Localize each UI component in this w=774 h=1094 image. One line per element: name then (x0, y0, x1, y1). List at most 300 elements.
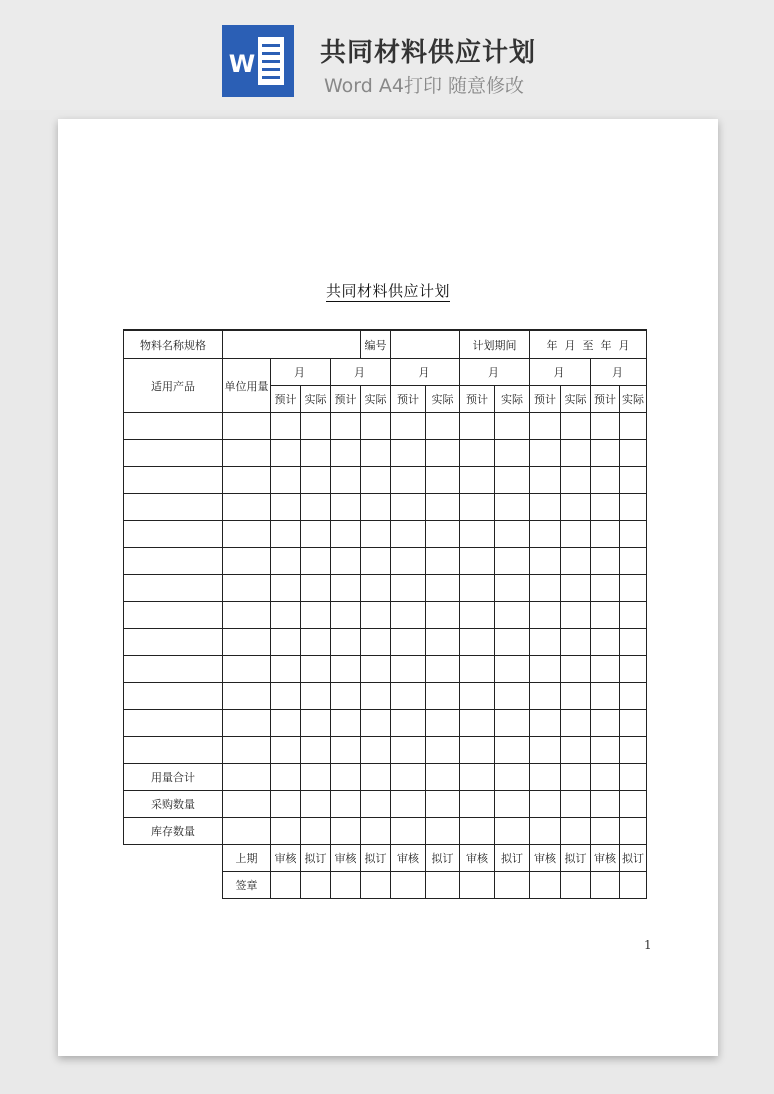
data-cell[interactable] (124, 440, 223, 467)
data-cell[interactable] (331, 467, 361, 494)
data-cell[interactable] (124, 602, 223, 629)
data-cell[interactable] (301, 548, 331, 575)
data-cell[interactable] (426, 818, 460, 845)
data-cell[interactable] (591, 791, 620, 818)
data-cell[interactable] (530, 413, 561, 440)
data-cell[interactable] (271, 791, 301, 818)
data-cell[interactable] (331, 494, 361, 521)
data-cell[interactable] (223, 737, 271, 764)
data-cell[interactable] (331, 629, 361, 656)
data-cell[interactable] (124, 737, 223, 764)
data-cell[interactable] (561, 710, 591, 737)
table-row (124, 440, 647, 467)
header-row-material (124, 330, 647, 359)
review-label: 审核 (391, 845, 426, 872)
data-cell[interactable] (301, 656, 331, 683)
page-number: 1 (644, 938, 652, 952)
data-cell[interactable] (561, 602, 591, 629)
data-cell[interactable] (361, 413, 391, 440)
data-cell[interactable] (223, 656, 271, 683)
plan-header: 预计 (460, 386, 495, 413)
data-cell[interactable] (223, 467, 271, 494)
data-cell[interactable] (361, 521, 391, 548)
data-cell[interactable] (331, 602, 361, 629)
blank-cell (124, 872, 223, 899)
data-cell[interactable] (391, 764, 426, 791)
data-cell[interactable] (361, 818, 391, 845)
review-label: 审核 (530, 845, 561, 872)
data-cell[interactable] (361, 656, 391, 683)
data-cell[interactable] (271, 602, 301, 629)
data-cell[interactable] (124, 656, 223, 683)
data-cell[interactable] (271, 521, 301, 548)
review-label: 审核 (331, 845, 361, 872)
plan-header: 预计 (530, 386, 561, 413)
document-title: 共同材料供应计划 (325, 282, 450, 300)
data-cell[interactable] (530, 818, 561, 845)
data-cell[interactable] (620, 656, 647, 683)
data-cell[interactable] (495, 494, 530, 521)
data-cell[interactable] (460, 791, 495, 818)
data-cell[interactable] (620, 764, 647, 791)
data-cell[interactable] (331, 818, 361, 845)
data-cell[interactable] (271, 629, 301, 656)
data-cell[interactable] (331, 710, 361, 737)
table-row (124, 602, 647, 629)
data-cell[interactable] (426, 575, 460, 602)
data-cell[interactable] (495, 710, 530, 737)
data-cell[interactable] (495, 548, 530, 575)
data-cell[interactable] (361, 548, 391, 575)
data-cell[interactable] (271, 683, 301, 710)
data-cell[interactable] (561, 548, 591, 575)
data-cell[interactable] (460, 413, 495, 440)
data-cell[interactable] (391, 602, 426, 629)
data-cell[interactable] (331, 656, 361, 683)
data-cell[interactable] (460, 737, 495, 764)
data-cell[interactable] (495, 467, 530, 494)
unit-usage-label: 单位用量 (223, 359, 271, 413)
actual-header: 实际 (561, 386, 591, 413)
review-label: 审核 (460, 845, 495, 872)
data-cell[interactable] (591, 710, 620, 737)
signature-cell[interactable] (530, 872, 561, 899)
data-cell[interactable] (591, 683, 620, 710)
data-cell[interactable] (620, 602, 647, 629)
data-cell[interactable] (495, 521, 530, 548)
data-cell[interactable] (271, 494, 301, 521)
data-cell[interactable] (223, 791, 271, 818)
data-cell[interactable] (391, 737, 426, 764)
data-cell[interactable] (426, 764, 460, 791)
data-cell[interactable] (495, 575, 530, 602)
data-cell[interactable] (620, 467, 647, 494)
month-header: 月 (591, 359, 647, 386)
summary-row (124, 764, 647, 791)
data-cell[interactable] (460, 521, 495, 548)
data-cell[interactable] (301, 467, 331, 494)
data-cell[interactable] (591, 602, 620, 629)
data-cell[interactable] (561, 494, 591, 521)
data-cell[interactable] (426, 521, 460, 548)
data-cell[interactable] (460, 548, 495, 575)
data-cell[interactable] (561, 683, 591, 710)
data-cell[interactable] (271, 656, 301, 683)
signature-label: 签章 (223, 872, 271, 899)
data-cell[interactable] (620, 440, 647, 467)
data-cell[interactable] (301, 521, 331, 548)
data-cell[interactable] (361, 602, 391, 629)
data-cell[interactable] (223, 764, 271, 791)
code-value[interactable] (391, 330, 460, 359)
data-cell[interactable] (361, 467, 391, 494)
data-cell[interactable] (460, 575, 495, 602)
data-cell[interactable] (591, 521, 620, 548)
data-cell[interactable] (301, 629, 331, 656)
data-cell[interactable] (530, 737, 561, 764)
data-cell[interactable] (391, 791, 426, 818)
data-cell[interactable] (391, 575, 426, 602)
data-cell[interactable] (530, 521, 561, 548)
data-cell[interactable] (561, 575, 591, 602)
data-cell[interactable] (561, 656, 591, 683)
app-subtitle: Word A4打印 随意修改 (324, 75, 525, 97)
data-cell[interactable] (530, 710, 561, 737)
data-cell[interactable] (391, 494, 426, 521)
data-cell[interactable] (271, 548, 301, 575)
month-header: 月 (391, 359, 460, 386)
data-cell[interactable] (426, 548, 460, 575)
data-cell[interactable] (561, 413, 591, 440)
data-cell[interactable] (460, 494, 495, 521)
data-cell[interactable] (530, 791, 561, 818)
previous-period-label: 上期 (223, 845, 271, 872)
draft-label: 拟订 (301, 845, 331, 872)
data-cell[interactable] (223, 494, 271, 521)
data-cell[interactable] (620, 818, 647, 845)
actual-header: 实际 (301, 386, 331, 413)
data-cell[interactable] (426, 602, 460, 629)
data-cell[interactable] (391, 521, 426, 548)
data-cell[interactable] (361, 629, 391, 656)
month-header: 月 (271, 359, 331, 386)
data-cell[interactable] (620, 575, 647, 602)
data-cell[interactable] (561, 818, 591, 845)
data-cell[interactable] (391, 413, 426, 440)
data-cell[interactable] (530, 575, 561, 602)
data-cell[interactable] (530, 656, 561, 683)
summary-label: 用量合计 (124, 764, 223, 791)
data-cell[interactable] (591, 656, 620, 683)
applicable-product-label: 适用产品 (124, 359, 223, 413)
data-cell[interactable] (426, 467, 460, 494)
month-header: 月 (331, 359, 391, 386)
data-cell[interactable] (223, 521, 271, 548)
signature-cell[interactable] (620, 872, 647, 899)
table-row (124, 629, 647, 656)
data-cell[interactable] (591, 575, 620, 602)
data-cell[interactable] (223, 710, 271, 737)
data-cell[interactable] (124, 629, 223, 656)
data-cell[interactable] (331, 737, 361, 764)
table-row (124, 683, 647, 710)
signature-cell[interactable] (391, 872, 426, 899)
top-banner (0, 0, 774, 110)
data-cell[interactable] (495, 440, 530, 467)
month-header: 月 (460, 359, 530, 386)
data-cell[interactable] (361, 575, 391, 602)
data-cell[interactable] (591, 494, 620, 521)
draft-label: 拟订 (426, 845, 460, 872)
data-cell[interactable] (620, 521, 647, 548)
data-cell[interactable] (331, 575, 361, 602)
data-cell[interactable] (620, 629, 647, 656)
signature-cell[interactable] (561, 872, 591, 899)
data-cell[interactable] (620, 413, 647, 440)
data-cell[interactable] (271, 710, 301, 737)
data-cell[interactable] (391, 467, 426, 494)
data-cell[interactable] (391, 710, 426, 737)
data-cell[interactable] (301, 764, 331, 791)
data-cell[interactable] (361, 791, 391, 818)
data-cell[interactable] (124, 683, 223, 710)
header-row-months (124, 359, 647, 386)
signature-cell[interactable] (460, 872, 495, 899)
data-cell[interactable] (223, 818, 271, 845)
data-cell[interactable] (561, 629, 591, 656)
data-cell[interactable] (495, 737, 530, 764)
data-cell[interactable] (391, 629, 426, 656)
signature-cell[interactable] (331, 872, 361, 899)
footer-row-signature (124, 872, 647, 899)
data-cell[interactable] (426, 656, 460, 683)
data-cell[interactable] (495, 791, 530, 818)
draft-label: 拟订 (495, 845, 530, 872)
signature-cell[interactable] (591, 872, 620, 899)
data-cell[interactable] (426, 494, 460, 521)
data-cell[interactable] (591, 548, 620, 575)
data-cell[interactable] (331, 521, 361, 548)
data-cell[interactable] (495, 656, 530, 683)
data-cell[interactable] (426, 710, 460, 737)
data-cell[interactable] (495, 764, 530, 791)
blank-cell (124, 845, 223, 872)
data-cell[interactable] (301, 710, 331, 737)
data-cell[interactable] (223, 602, 271, 629)
data-cell[interactable] (426, 737, 460, 764)
table-row (124, 413, 647, 440)
data-cell[interactable] (124, 494, 223, 521)
table-row (124, 467, 647, 494)
data-cell[interactable] (124, 413, 223, 440)
data-cell[interactable] (460, 629, 495, 656)
document-page (58, 119, 718, 1056)
data-cell[interactable] (361, 494, 391, 521)
data-cell[interactable] (530, 602, 561, 629)
data-cell[interactable] (495, 683, 530, 710)
data-cell[interactable] (301, 602, 331, 629)
data-cell[interactable] (460, 602, 495, 629)
data-cell[interactable] (301, 791, 331, 818)
summary-label: 采购数量 (124, 791, 223, 818)
signature-cell[interactable] (361, 872, 391, 899)
data-cell[interactable] (620, 791, 647, 818)
data-cell[interactable] (591, 629, 620, 656)
plan-header: 预计 (391, 386, 426, 413)
data-cell[interactable] (301, 575, 331, 602)
plan-header: 预计 (271, 386, 301, 413)
data-cell[interactable] (361, 440, 391, 467)
data-cell[interactable] (223, 575, 271, 602)
data-cell[interactable] (391, 440, 426, 467)
signature-cell[interactable] (301, 872, 331, 899)
data-cell[interactable] (460, 656, 495, 683)
actual-header: 实际 (495, 386, 530, 413)
table-row (124, 737, 647, 764)
data-cell[interactable] (530, 764, 561, 791)
data-cell[interactable] (460, 683, 495, 710)
data-cell[interactable] (620, 710, 647, 737)
material-name-label: 物料名称规格 (124, 330, 223, 359)
actual-header: 实际 (361, 386, 391, 413)
data-cell[interactable] (530, 629, 561, 656)
data-cell[interactable] (391, 818, 426, 845)
signature-cell[interactable] (426, 872, 460, 899)
data-cell[interactable] (223, 413, 271, 440)
svg-text:W: W (228, 50, 256, 78)
word-logo-icon (222, 25, 294, 97)
data-cell[interactable] (331, 764, 361, 791)
data-cell[interactable] (460, 440, 495, 467)
data-cell[interactable] (620, 548, 647, 575)
data-cell[interactable] (530, 683, 561, 710)
data-cell[interactable] (391, 683, 426, 710)
draft-label: 拟订 (361, 845, 391, 872)
data-cell[interactable] (271, 467, 301, 494)
data-cell[interactable] (591, 764, 620, 791)
data-cell[interactable] (426, 791, 460, 818)
data-cell[interactable] (561, 521, 591, 548)
data-cell[interactable] (495, 413, 530, 440)
data-cell[interactable] (223, 548, 271, 575)
data-cell[interactable] (426, 683, 460, 710)
code-label: 编号 (361, 330, 391, 359)
data-cell[interactable] (361, 710, 391, 737)
data-cell[interactable] (591, 413, 620, 440)
period-value: 年 月 至 年 月 (530, 330, 647, 359)
data-cell[interactable] (124, 575, 223, 602)
data-cell[interactable] (561, 440, 591, 467)
data-cell[interactable] (124, 521, 223, 548)
data-cell[interactable] (124, 467, 223, 494)
summary-row (124, 791, 647, 818)
data-cell[interactable] (460, 818, 495, 845)
draft-label: 拟订 (620, 845, 647, 872)
data-cell[interactable] (495, 602, 530, 629)
data-cell[interactable] (620, 737, 647, 764)
data-cell[interactable] (460, 710, 495, 737)
data-cell[interactable] (301, 818, 331, 845)
data-cell[interactable] (495, 818, 530, 845)
data-cell[interactable] (426, 629, 460, 656)
plan-header: 预计 (591, 386, 620, 413)
data-cell[interactable] (223, 440, 271, 467)
data-cell[interactable] (331, 683, 361, 710)
plan-header: 预计 (331, 386, 361, 413)
data-cell[interactable] (331, 548, 361, 575)
data-cell[interactable] (530, 440, 561, 467)
data-cell[interactable] (271, 440, 301, 467)
data-cell[interactable] (620, 683, 647, 710)
data-cell[interactable] (271, 818, 301, 845)
data-cell[interactable] (124, 710, 223, 737)
data-cell[interactable] (426, 440, 460, 467)
data-cell[interactable] (301, 494, 331, 521)
data-cell[interactable] (530, 548, 561, 575)
data-cell[interactable] (271, 413, 301, 440)
table-row (124, 656, 647, 683)
data-cell[interactable] (591, 467, 620, 494)
data-cell[interactable] (591, 818, 620, 845)
review-label: 审核 (271, 845, 301, 872)
footer-row-previous (124, 845, 647, 872)
summary-label: 库存数量 (124, 818, 223, 845)
data-cell[interactable] (301, 683, 331, 710)
data-cell[interactable] (223, 629, 271, 656)
actual-header: 实际 (426, 386, 460, 413)
material-name-value[interactable] (223, 330, 361, 359)
data-cell[interactable] (426, 413, 460, 440)
data-cell[interactable] (361, 737, 391, 764)
data-cell[interactable] (561, 764, 591, 791)
data-cell[interactable] (331, 791, 361, 818)
data-cell[interactable] (530, 494, 561, 521)
data-cell[interactable] (561, 467, 591, 494)
data-cell[interactable] (495, 629, 530, 656)
data-cell[interactable] (391, 548, 426, 575)
data-cell[interactable] (301, 440, 331, 467)
signature-cell[interactable] (495, 872, 530, 899)
data-cell[interactable] (223, 683, 271, 710)
data-cell[interactable] (620, 494, 647, 521)
table-row (124, 548, 647, 575)
data-cell[interactable] (331, 413, 361, 440)
data-cell[interactable] (361, 683, 391, 710)
data-cell[interactable] (460, 467, 495, 494)
signature-cell[interactable] (271, 872, 301, 899)
data-cell[interactable] (124, 548, 223, 575)
review-label: 审核 (591, 845, 620, 872)
data-cell[interactable] (361, 764, 391, 791)
data-cell[interactable] (530, 467, 561, 494)
month-header: 月 (530, 359, 591, 386)
data-cell[interactable] (271, 764, 301, 791)
data-cell[interactable] (301, 737, 331, 764)
data-cell[interactable] (391, 656, 426, 683)
data-cell[interactable] (331, 440, 361, 467)
table-row (124, 575, 647, 602)
draft-label: 拟订 (561, 845, 591, 872)
table-row (124, 521, 647, 548)
data-cell[interactable] (271, 737, 301, 764)
data-cell[interactable] (301, 413, 331, 440)
data-cell[interactable] (271, 575, 301, 602)
data-cell[interactable] (591, 440, 620, 467)
data-cell[interactable] (561, 737, 591, 764)
data-cell[interactable] (561, 791, 591, 818)
data-cell[interactable] (591, 737, 620, 764)
data-cell[interactable] (460, 764, 495, 791)
